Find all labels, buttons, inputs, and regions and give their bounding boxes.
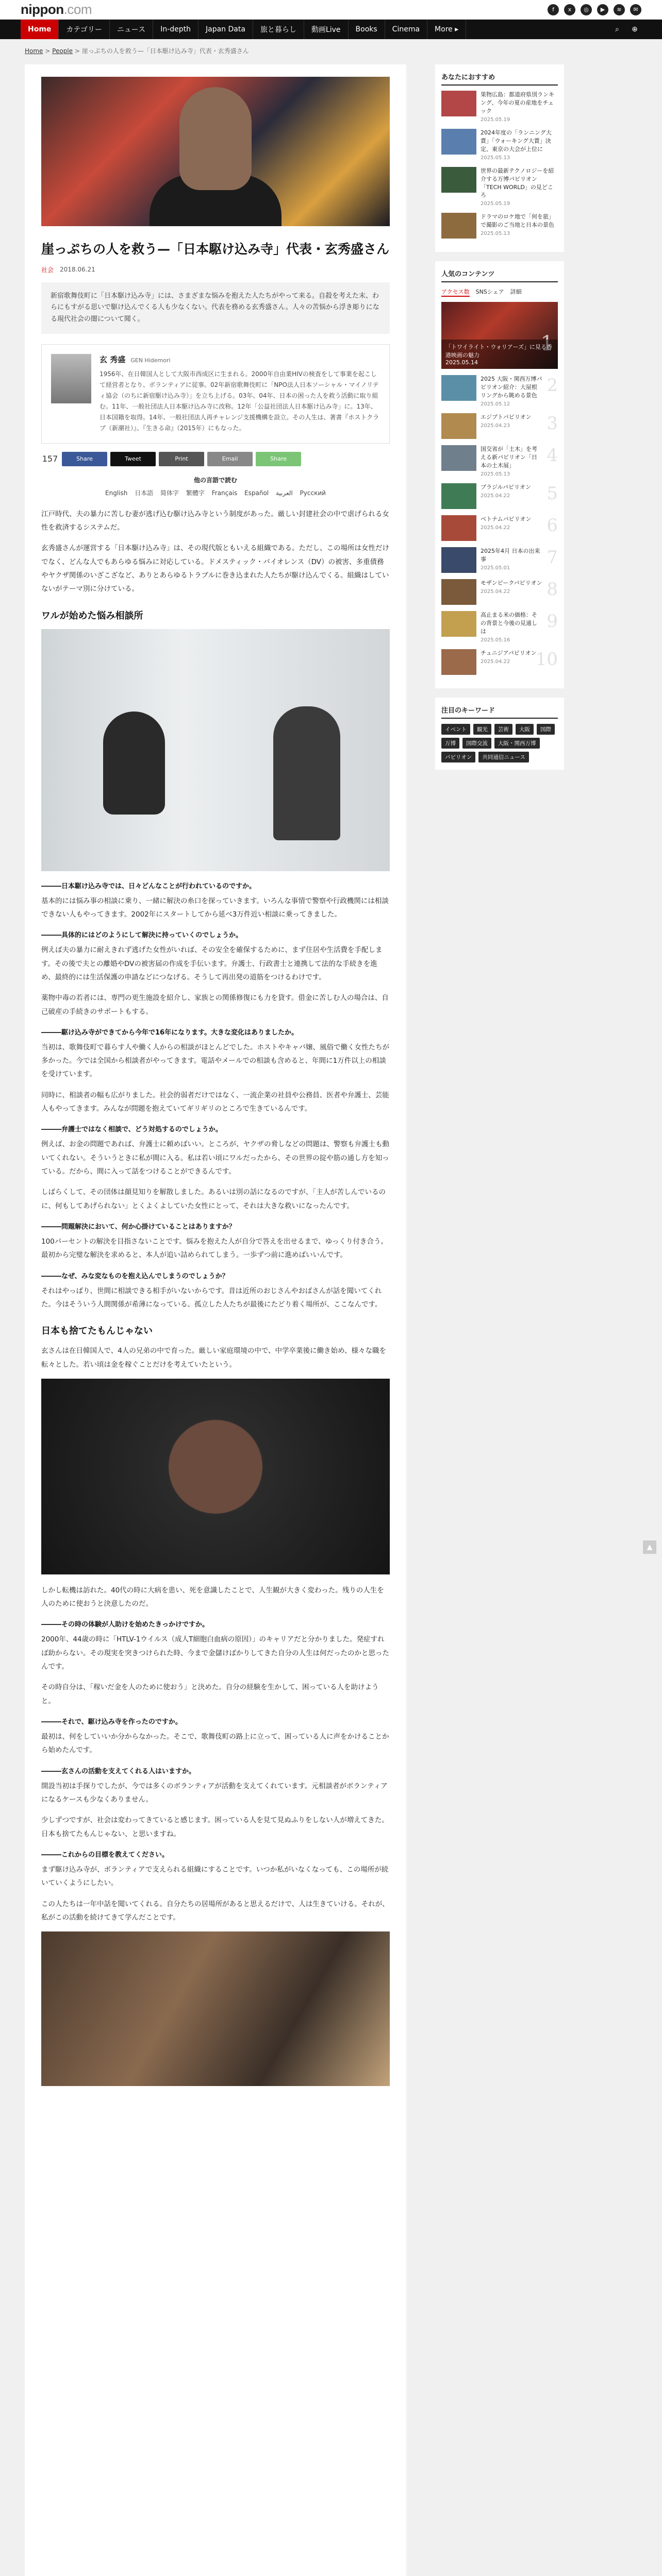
scroll-to-top-button[interactable]: ▲ bbox=[643, 1540, 656, 1554]
popular-date: 2025.05.13 bbox=[481, 471, 510, 477]
recommended-title: 世界の最新テクノロジーを紹介する万博パビリオン「TECH WORLD」の見どころ bbox=[481, 167, 554, 199]
popular-thumbnail bbox=[441, 611, 476, 637]
nav-item-video[interactable]: 動画Live bbox=[304, 20, 349, 39]
tweet-button[interactable]: Tweet bbox=[110, 452, 156, 466]
email-button[interactable]: Email bbox=[207, 452, 253, 466]
popular-item[interactable] bbox=[441, 445, 558, 477]
popular-title: モザンビークパビリオン bbox=[481, 580, 542, 586]
popular-widget bbox=[435, 261, 564, 688]
breadcrumb-home[interactable]: Home bbox=[25, 47, 43, 55]
hero-image bbox=[41, 77, 390, 226]
interview-question: ―――日本駆け込み寺では、日々どんなことが行われているのですか。 bbox=[41, 882, 256, 890]
nav-item-japan-data[interactable]: Japan Data bbox=[198, 20, 253, 39]
rank-number: 10 bbox=[535, 649, 558, 670]
nav-item-more[interactable]: More ▸ bbox=[427, 20, 466, 39]
recommended-item[interactable] bbox=[441, 129, 558, 161]
tab-sns[interactable]: SNSシェア bbox=[475, 289, 504, 296]
popular-item[interactable] bbox=[441, 483, 558, 509]
share-count: 157 bbox=[42, 454, 58, 464]
nav-item-news[interactable]: ニュース bbox=[110, 20, 153, 39]
popular-thumbnail bbox=[441, 413, 476, 439]
keyword-tag[interactable]: 国際交流 bbox=[462, 738, 491, 749]
recommended-date: 2025.05.13 bbox=[481, 155, 510, 161]
popular-date: 2025.05.01 bbox=[481, 565, 510, 571]
popular-item[interactable] bbox=[441, 579, 558, 605]
popular-item[interactable] bbox=[441, 611, 558, 643]
interview-question: ―――その時の体験が人助けを始めたきっかけですか。 bbox=[41, 1621, 209, 1629]
keyword-tag[interactable]: パビリオン bbox=[441, 752, 475, 762]
publish-date: 2018.06.21 bbox=[60, 266, 95, 273]
newsletter-icon[interactable]: ✉ bbox=[630, 4, 641, 15]
nav-home[interactable]: Home bbox=[21, 20, 59, 39]
page-title: 崖っぷちの人を救う—「日本駆け込み寺」代表・玄秀盛さん bbox=[41, 242, 390, 257]
lang-fr[interactable]: Français bbox=[211, 489, 238, 497]
interview-question: ―――問題解決において、何か心掛けていることはありますか？ bbox=[41, 1223, 236, 1231]
facebook-share-button[interactable]: Share bbox=[62, 452, 107, 466]
popular-thumbnail bbox=[441, 483, 476, 509]
popular-thumbnail bbox=[441, 445, 476, 471]
interview-question: ―――弁護士ではなく相談で、どう対処するのでしょうか。 bbox=[41, 1126, 222, 1134]
rss-icon[interactable]: ≋ bbox=[614, 4, 625, 15]
rank-number: 6 bbox=[547, 515, 558, 536]
nav-item-in-depth[interactable]: In-depth bbox=[153, 20, 198, 39]
author-bio: 1956年、在日韓国人として大阪市西成区に生まれる。2000年自由業HIVの検査をして事業を起こして経営者となり、ボランティアに従事。02年新宿歌舞伎町に「NPO法人日本ソーシャル・マイノリティ協会（のちに新宿駆け込み寺）」を立ち上げる。03年、04年、日本の困った人を救う活動に取り組む。11年、一般社団法人日本駆け込み寺に改称。12年「公益社団法人日本駆け込み寺」に。13年、日本国籍を取得。14年、一般社団法人再チャレンジ支援機構を設立。その人生は、著書『ホストクラブ（新潮社）』、『生きる命』（2015年）にもなった。 bbox=[100, 370, 379, 432]
social-icons bbox=[548, 4, 641, 15]
interview-question: ―――なぜ、みな変なものを抱え込んでしまうのでしょうか？ bbox=[41, 1272, 229, 1280]
breadcrumb-current: 崖っぷちの人を救う—「日本駆け込み寺」代表・玄秀盛さん bbox=[81, 47, 249, 55]
popular-title: ブラジルパビリオン bbox=[481, 484, 531, 490]
popular-item[interactable] bbox=[441, 413, 558, 439]
lang-zh-hans[interactable]: 简体字 bbox=[160, 489, 179, 497]
widget-title: 人気のコンテンツ bbox=[441, 268, 558, 282]
popular-thumbnail bbox=[441, 515, 476, 541]
x-icon[interactable]: x bbox=[564, 4, 575, 15]
keyword-tag[interactable]: 万博 bbox=[441, 738, 459, 749]
popular-thumbnail bbox=[441, 375, 476, 401]
article bbox=[25, 64, 406, 2576]
interview-question: ―――それで、駆け込み寺を作ったのですか。 bbox=[41, 1718, 182, 1726]
popular-title: チュニジアパビリオン bbox=[481, 649, 537, 656]
popular-date: 2025.04.22 bbox=[481, 524, 510, 531]
author-name[interactable]: 玄 秀盛 GEN Hidemori bbox=[100, 354, 171, 364]
top-bar bbox=[0, 0, 662, 20]
recommended-thumbnail bbox=[441, 213, 476, 239]
keyword-tag[interactable]: イベント bbox=[441, 724, 470, 735]
popular-item[interactable] bbox=[441, 375, 558, 407]
interview-question: ―――具体的にはどのようにして解決に持っていくのでしょうか。 bbox=[41, 931, 243, 940]
popular-title: 2025年4月 日本の出来事 bbox=[481, 548, 540, 563]
category-link[interactable]: 社会 bbox=[41, 266, 54, 274]
keywords-widget bbox=[435, 698, 564, 770]
nav-item-travel[interactable]: 旅と暮らし bbox=[253, 20, 304, 39]
keyword-tag[interactable]: 共同通信ニュース bbox=[478, 752, 528, 762]
recommended-title: 果物広島：都道府県別ランキング、今年の夏の産地をチェック bbox=[481, 91, 554, 114]
section-heading: ワルが始めた悩み相談所 bbox=[41, 610, 143, 621]
nav-item-cinema[interactable]: Cinema bbox=[385, 20, 427, 39]
nav-item-books[interactable]: Books bbox=[349, 20, 385, 39]
popular-thumbnail bbox=[441, 579, 476, 605]
recommended-widget bbox=[435, 64, 564, 252]
popular-tabs bbox=[441, 287, 558, 297]
rank-number: 3 bbox=[547, 413, 558, 434]
keyword-tag[interactable]: 国際 bbox=[537, 724, 555, 735]
lang-es[interactable]: Español bbox=[244, 489, 269, 497]
share-bar bbox=[41, 452, 390, 466]
instagram-icon[interactable]: ◎ bbox=[581, 4, 592, 15]
lang-ja[interactable]: 日本語 bbox=[135, 489, 154, 497]
popular-title: 2025 大阪・関西万博パビリオン紹介：大屋根リングから眺める景色 bbox=[481, 376, 542, 399]
interview-question: ―――これからの目標を教えてください。 bbox=[41, 1851, 169, 1859]
recommended-thumbnail bbox=[441, 129, 476, 155]
recommended-date: 2025.05.19 bbox=[481, 116, 510, 123]
site-logo[interactable]: nippon.com bbox=[21, 2, 92, 17]
recommended-title: 2024年度の「ランニング大賞」「ウォーキング大賞」決定、東京の大会が上位に bbox=[481, 129, 552, 152]
lang-ru[interactable]: Русский bbox=[300, 489, 326, 497]
popular-thumbnail bbox=[441, 649, 476, 675]
youtube-icon[interactable]: ▶ bbox=[597, 4, 608, 15]
language-switcher: 他の言語で読む English 日本語 简体字 繁體字 Français Español العربية Русский bbox=[105, 476, 326, 497]
popular-item[interactable] bbox=[441, 547, 558, 573]
article-photo bbox=[41, 1379, 390, 1574]
tab-access[interactable]: アクセス数 bbox=[441, 287, 470, 297]
popular-date: 2025.04.22 bbox=[481, 588, 510, 595]
recommended-title: ドラマのロケ地で「何を旅」で撮影のご当地と日本の景色 bbox=[481, 213, 554, 229]
recommended-item[interactable] bbox=[441, 213, 558, 239]
main-nav bbox=[0, 20, 662, 39]
rank-number: 5 bbox=[547, 483, 558, 504]
search-icon[interactable]: ⌕ bbox=[615, 25, 619, 33]
popular-date: 2025.05.12 bbox=[481, 401, 510, 408]
article-meta bbox=[41, 265, 390, 274]
rank-number: 8 bbox=[547, 579, 558, 600]
popular-title: 国交省が「土木」を考える新パビリオン「日本の土木展」 bbox=[481, 446, 537, 469]
author-avatar bbox=[51, 354, 91, 403]
recommended-item[interactable] bbox=[441, 167, 558, 207]
recommended-item[interactable] bbox=[441, 91, 558, 123]
popular-item[interactable] bbox=[441, 515, 558, 541]
language-icon[interactable]: ⊕ bbox=[632, 25, 638, 33]
facebook-icon[interactable]: f bbox=[548, 4, 559, 15]
keyword-tag[interactable]: 大阪・関西万博 bbox=[494, 738, 540, 749]
article-body: 江戸時代、夫の暴力に苦しむ妻が逃げ込む駆け込み寺という制度があった。厳しい封建社会の中で虐げられる女性を救済するシステムだ。 玄秀盛さんが運営する「日本駆け込み寺」は、その現代版ともいえる組織である。ただし、この場所は女性だけでなく、どんな人でもあらゆる悩みに対応している。ドメスティック・バイオレンス（DV）の被害、多重債務やヤクザ関係のいざこざなど、ありとあらゆるトラブルに巻き込まれた人たちが駆け込んでくる。組織はしていないがテーマ別に分けている。 ワルが始めた悩み相談所 ―――日本駆け込み寺では、日々どんなことが行われているのですか。 基本的には悩み事の相談に乗り、一緒に解決の糸口を探っていきます。いろんな事情で警察や行政機関には相談できない人もやってきます。2002年にスタートしてから延べ3万件近い相談に乗ってきました。 ―――具体的にはどのようにして解決に持っていくのでしょうか。 例えば夫の暴力に耐えきれず逃げた女性がいれば、その安全を確保するために、まず住居や生活費を手配します。その後で夫との離婚やDVの被害届の作成を手伝います。弁護士、行政書士と連携して法的な手続きを進め、最終的には生活保護の申請などにつなげる。そうして再出発の道筋をつけるわけです。 薬物中毒の若者には、専門の更生施設を紹介し、家族との関係修復にも力を貸す。借金に苦しむ人の場合は、自己破産の手続きのサポートもする。 ―――駆け込み寺ができてから今年で16年になります。大きな変化はありましたか。 当初は、歌舞伎町で暮らす人や働く人からの相談がほとんどでした。ホストやキャバ嬢、風俗で働く女性たちが多かった。今では全国から相談者がやってきます。電話やメールでの相談も含めると、年間に1万件以上の相談を受けています。 同時に、相談者の幅も広がりました。社会的弱者だけではなく、一流企業の社員や公務員、医者や弁護士、芸能人もやってきます。みんなが問題を抱えていてギリギリのところで生きているんです。 ―――弁護士ではなく相談で、どう対処するのでしょうか。 例えば、お金の問題であれば、弁護士に頼めばいい。ところが、ヤクザの脅しなどの問題は、警察も弁護士も動いてくれない。そういうときに私が間に入る。私は若い頃にワルだったから、その世界の掟や筋の通し方を知っている。だから、間に入って話をつけることができるんです。 しばらくして、その団体は顔見知りを解散しました。あるいは別の話になるのですが、「主人が苦しんでいるのに、何もしてあげられない」とくよくよしていた女性にとって、それは大きな救いになったんです。 ―――問題解決において、何か心掛けていることはありますか？ 100パーセントの解決を目指さないことです。悩みを抱えた人が自分で答えを出せるまで、ゆっくり付き合う。最初から完璧な解決を求めると、本人が追い詰められてしまう。一歩ずつ前に進めばいいんです。 ―――なぜ、みな変なものを抱え込んでしまうのでしょうか？ それはやっぱり、世間に相談できる相手がいないからです。昔は近所のおじさんやおばさんが話を聞いてくれた。今はそういう人間関係が希薄になっている。孤立した人たちが最後にたどり着く場所が、ここなんです。 日本も捨てたもんじゃない 玄さんは在日韓国人で、4人の兄弟の中で育った。厳しい家庭環境の中で、中学卒業後に働き始め、様々な職を転々とした。若い頃は金を稼ぐことだけを考えていたという。 しかし転機は訪れた。40代の時に大病を患い、死を意識したことで、人生観が大きく変わった。残りの人生を人のために使おうと決意したのだ。 ―――その時の体験が人助けを始めたきっかけですか。 2000年、44歳の時に「HTLV-1ウイルス（成人T細胞白血病の原因）」のキャリアだと分かりました。発症すれば助からない。その現実を突きつけられた時、今まで金儲けばかりしてきた自分の人生は何だったのかと思ったんです。 その時自分は、「稼いだ金を人のために使おう」と決めた。自分の経験を生かして、困っている人を助けようと。 ―――それで、駆け込み寺を作ったのですか。 最初は、何をしていいか分からなかった。そこで、歌舞伎町の路上に立って、困っている人に声をかけることから始めたんです。 ―――玄さんの活動を支えてくれる人はいますか。 開設当初は手探りでしたが、今では多くのボランティアが活動を支えてくれています。元相談者がボランティアになるケースも少なくありません。 少しずつですが、社会は変わってきていると感じます。困っている人を見て見ぬふりをしない人が増えてきた。日本も捨てたもんじゃない、と思いますね。 ―――これからの目標を教えてください。 まず駆け込み寺が、ボランティアで支えられる組織にすることです。いつか私がいなくなっても、この場所が続いていくようにしたい。 この人たちは一年中話を聞いてくれる。自分たちの居場所があると思えるだけで、人は生きていける。それが、私がこの活動を続けてきて学んだことです。 bbox=[41, 507, 390, 2086]
lang-ar[interactable]: العربية bbox=[275, 489, 293, 497]
keyword-tag[interactable]: 芸術 bbox=[494, 724, 512, 735]
interview-question: ―――駆け込み寺ができてから今年で16年になります。大きな変化はありましたか。 bbox=[41, 1028, 299, 1037]
popular-date: 2025.05.16 bbox=[481, 637, 510, 643]
recommended-date: 2025.05.19 bbox=[481, 201, 510, 207]
line-share-button[interactable]: Share bbox=[256, 452, 301, 466]
rank-number: 2 bbox=[547, 375, 558, 396]
rank-number: 4 bbox=[547, 445, 558, 466]
popular-top-item[interactable]: 1 「トワイライト・ウォリアーズ」に見る香港映画の魅力 2025.05.14 bbox=[441, 302, 558, 369]
rank-number: 9 bbox=[547, 611, 558, 632]
widget-title: あなたにおすすめ bbox=[441, 72, 558, 86]
print-button[interactable]: Print bbox=[159, 452, 204, 466]
lang-zh-hant[interactable]: 繁體字 bbox=[186, 489, 205, 497]
rank-number: 7 bbox=[547, 547, 558, 568]
author-box bbox=[41, 344, 390, 444]
lang-en[interactable]: English bbox=[105, 489, 128, 497]
article-lead: 新宿歌舞伎町に「日本駆け込み寺」には、さまざまな悩みを抱えた人たちがやって来る。自殺を考えた末、わらにもすがる思いで駆け込んでくる人も少なくない。代表を務める玄秀盛さん。人々の苦悩から浮き彫りになる現代社会の闇について聞く。 bbox=[41, 282, 390, 334]
popular-date: 2025.04.22 bbox=[481, 493, 510, 499]
popular-title: エジプトパビリオン bbox=[481, 414, 532, 421]
section-heading: 日本も捨てたもんじゃない bbox=[41, 1326, 153, 1337]
breadcrumb-people[interactable]: People bbox=[52, 47, 73, 55]
tab-detail[interactable]: 詳細 bbox=[510, 289, 522, 296]
recommended-thumbnail bbox=[441, 91, 476, 116]
popular-date: 2025.04.23 bbox=[481, 423, 510, 429]
popular-title: 高止まる米の価格：その背景と今後の見通しは bbox=[481, 612, 537, 635]
popular-date: 2025.04.22 bbox=[481, 658, 510, 665]
recommended-thumbnail bbox=[441, 167, 476, 193]
popular-item[interactable] bbox=[441, 649, 558, 675]
recommended-date: 2025.05.13 bbox=[481, 231, 510, 237]
keyword-tag[interactable]: 大阪 bbox=[516, 724, 534, 735]
widget-title: 注目のキーワード bbox=[441, 705, 558, 719]
nav-item-category[interactable]: カテゴリー bbox=[59, 20, 109, 39]
breadcrumb: Home > People > 崖っぷちの人を救う—「日本駆け込み寺」代表・玄秀盛さん bbox=[25, 47, 249, 55]
popular-thumbnail bbox=[441, 547, 476, 573]
popular-title: ベトナムパビリオン bbox=[481, 516, 532, 522]
sidebar bbox=[435, 64, 564, 2576]
interview-question: ―――玄さんの活動を支えてくれる人はいますか。 bbox=[41, 1767, 196, 1775]
keyword-tag[interactable]: 観光 bbox=[473, 724, 491, 735]
article-photo bbox=[41, 629, 390, 871]
article-photo bbox=[41, 1931, 390, 2086]
